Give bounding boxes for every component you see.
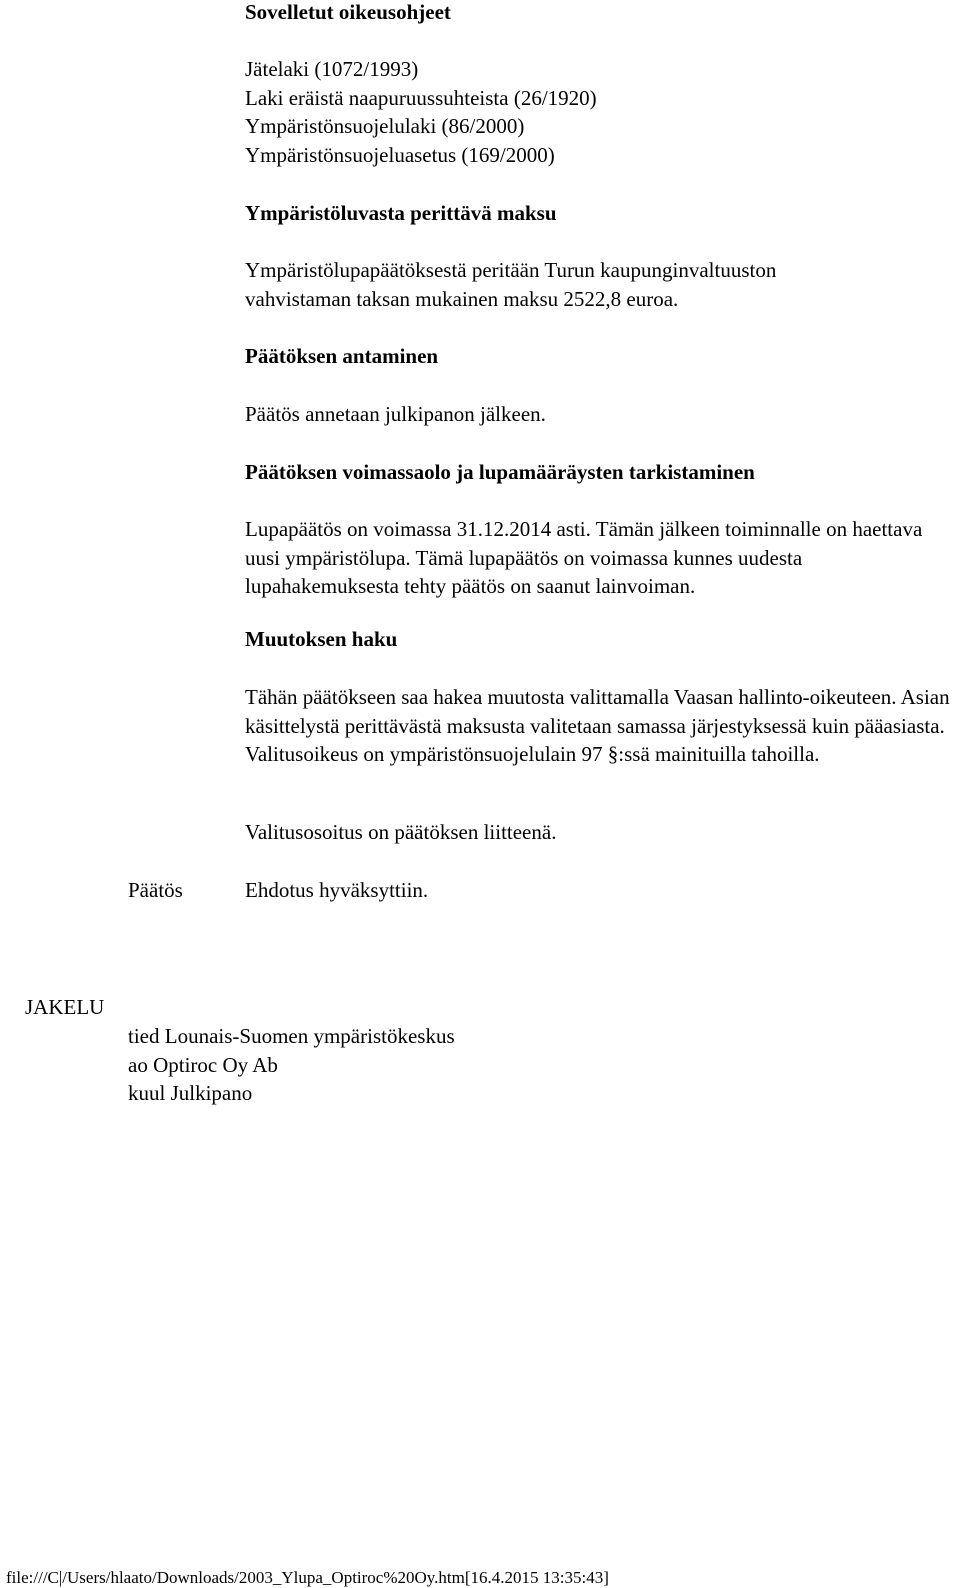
distribution-heading: JAKELU bbox=[25, 995, 105, 1019]
footer-url: file:///C|/Users/hlaato/Downloads/2003_Ylupa_Optiroc%20Oy.htm[16.4.2015 13:35:43] bbox=[6, 1568, 609, 1587]
appeal-text: Tähän päätökseen saa hakea muutosta valittamalla Vaasan hallinto-oikeuteen. Asian käsittelystä perittävästä maksusta valitetaan samassa järjestyksessä kuin pääasiasta. Valitusoikeus on ympäristönsuojelulain 97 §:ssä mainituilla tahoilla. bbox=[245, 685, 950, 767]
fee-text bbox=[245, 256, 957, 313]
list-item: Ympäristönsuojeluasetus (169/2000) bbox=[245, 142, 555, 167]
decision-text: Ehdotus hyväksyttiin. bbox=[245, 878, 429, 902]
list-item: Laki eräistä naapuruussuhteista (26/1920) bbox=[245, 85, 597, 110]
fee-line: Ympäristölupapäätöksestä peritään Turun kaupunginvaltuuston bbox=[245, 258, 777, 282]
validity-heading: Päätöksen voimassaolo ja lupamääräysten tarkistaminen bbox=[245, 460, 755, 484]
appeal-heading: Muutoksen haku bbox=[245, 627, 398, 651]
issuance-text: Päätös annetaan julkipanon jälkeen. bbox=[245, 402, 546, 426]
list-item: kuul Julkipano bbox=[128, 1081, 253, 1106]
list-item: tied Lounais-Suomen ympäristökeskus bbox=[128, 1024, 455, 1048]
decision-label: Päätös bbox=[128, 878, 183, 902]
list-item: Jätelaki (1072/1993) bbox=[245, 57, 419, 81]
list-item: ao Optiroc Oy Ab bbox=[128, 1052, 278, 1077]
fee-heading: Ympäristöluvasta perittävä maksu bbox=[245, 201, 557, 225]
fee-line: vahvistaman taksan mukainen maksu 2522,8 euroa. bbox=[245, 286, 679, 311]
validity-text: Lupapäätös on voimassa 31.12.2014 asti. Tämän jälkeen toiminnalle on haettava uusi ympäristölupa. Tämä lupapäätös on voimassa kunnes uudesta lupahakemuksesta tehty päätös on saanut lainvoiman. bbox=[245, 517, 923, 599]
distribution-list bbox=[128, 1022, 455, 1108]
laws-heading: Sovelletut oikeusohjeet bbox=[245, 0, 451, 24]
list-item: Ympäristönsuojelulaki (86/2000) bbox=[245, 114, 525, 139]
issuance-heading: Päätöksen antaminen bbox=[245, 344, 439, 368]
appeal-note: Valitusosoitus on päätöksen liitteenä. bbox=[245, 820, 557, 844]
laws-list bbox=[245, 55, 957, 169]
